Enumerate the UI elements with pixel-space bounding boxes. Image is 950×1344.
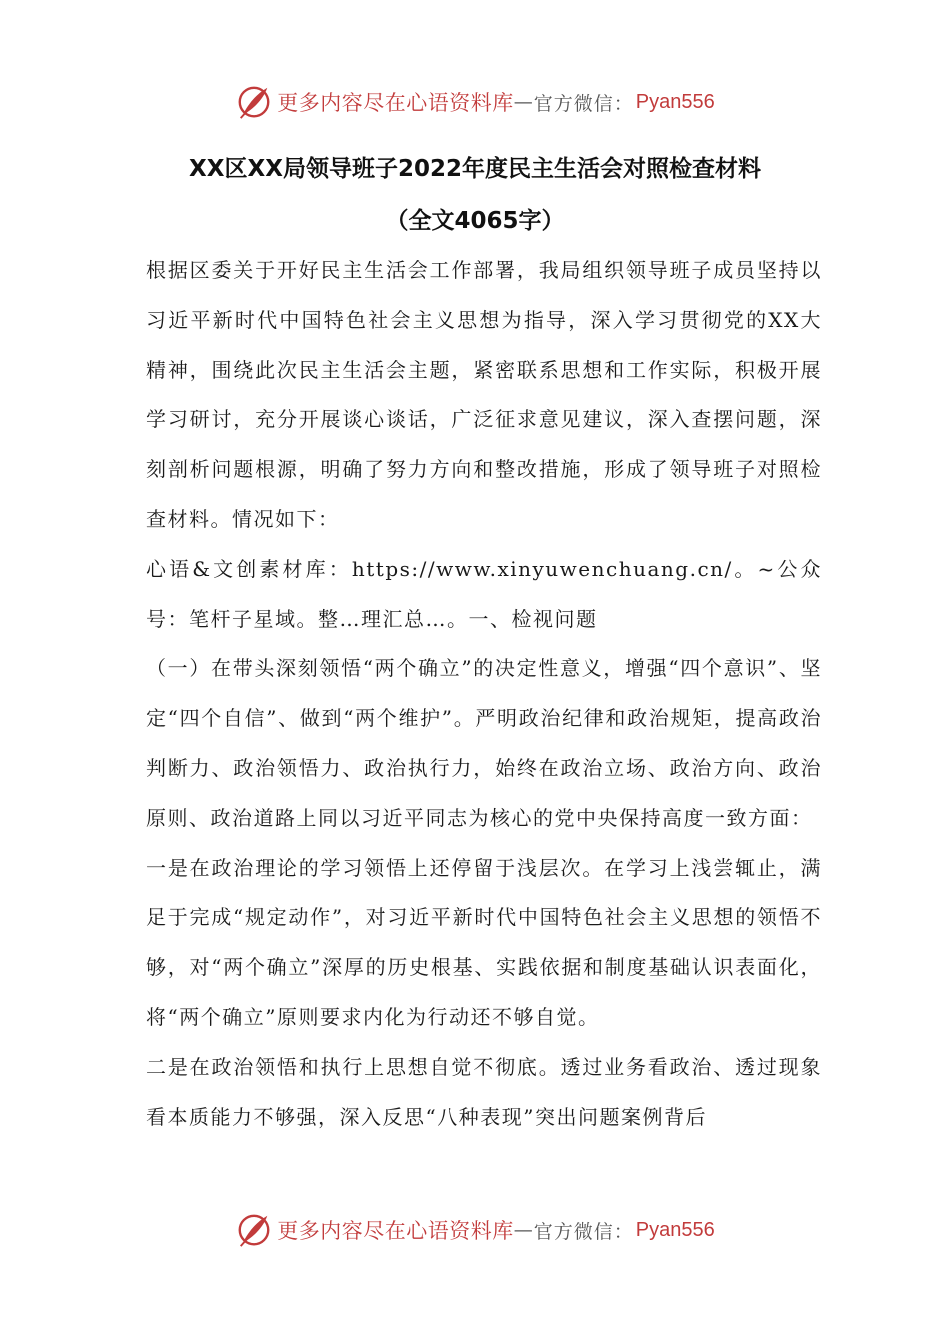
banner-dash: — (513, 91, 534, 113)
paragraph-point-1: 一是在政治理论的学习领悟上还停留于浅层次。在学习上浅尝辄止，满足于完成“规定动作”，对习近平新时代中国特色社会主义思想的领悟不够，对“两个确立”深厚的历史根基、实践依据和制度基础认识表面化，将“两个确立”原则要求内化为行动还不够自觉。 (146, 855, 822, 1029)
quill-logo-icon (235, 1211, 273, 1249)
banner-content (235, 83, 714, 121)
paragraph-source: 心语&文创素材库：https://www.xinyuwenchuang.cn/。~公众号：笔杆子星域。整…理汇总…。一、检视问题 (146, 556, 822, 631)
banner-content (235, 1211, 714, 1249)
paragraph-section-1: （一）在带头深刻领悟“两个确立”的决定性意义，增强“四个意识”、坚定“四个自信”、做到“两个维护”。严明政治纪律和政治规矩，提高政治判断力、政治领悟力、政治执行力，始终在政治立场、政治方向、政治原则、政治道路上同以习近平同志为核心的党中央保持高度一致方面： (146, 656, 822, 830)
quill-logo-icon (235, 83, 273, 121)
header-banner (0, 80, 950, 124)
footer-banner (0, 1208, 950, 1252)
banner-text: 更多内容尽在心语资料库 (277, 91, 514, 115)
document-body (146, 246, 822, 1142)
banner-wechat-id: Pyan556 (635, 1218, 715, 1241)
paragraph-point-2: 二是在政治领悟和执行上思想自觉不彻底。透过业务看政治、透过现象看本质能力不够强，深入反思“八种表现”突出问题案例背后 (146, 1054, 822, 1129)
banner-dash: — (513, 1219, 534, 1241)
paragraph-intro: 根据区委关于开好民主生活会工作部署，我局组织领导班子成员坚持以习近平新时代中国特色社会主义思想为指导，深入学习贯彻党的XX大精神，围绕此次民主生活会主题，紧密联系思想和工作实际，积极开展学习研讨，充分开展谈心谈话，广泛征求意见建议，深入查摆问题，深刻剖析问题根源，明确了努力方向和整改措施，形成了领导班子对照检查材料。情况如下： (146, 258, 822, 531)
banner-wechat-label: 官方微信： (533, 1220, 634, 1243)
banner-wechat-id: Pyan556 (635, 90, 715, 113)
document-subtitle: （全文4065字） (385, 208, 565, 234)
banner-wechat-label: 官方微信： (533, 92, 634, 115)
banner-text: 更多内容尽在心语资料库 (277, 1219, 514, 1243)
document-title: XX区XX局领导班子2022年度民主生活会对照检查材料 (189, 156, 761, 182)
